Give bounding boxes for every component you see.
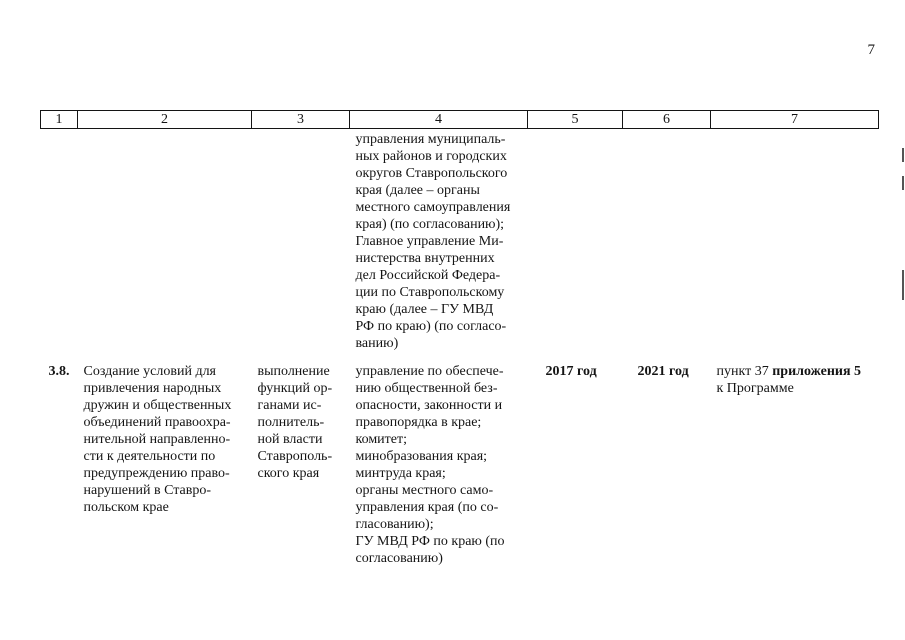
row-number: 3.8. <box>48 364 70 379</box>
header-cell-6: 6 <box>623 111 711 129</box>
row2-reference-bold: приложения 5 <box>772 364 862 379</box>
table-row-3-8 <box>41 352 879 567</box>
row2-executors-line: гласованию); <box>355 517 434 532</box>
header-cell-7: 7 <box>711 111 879 129</box>
row1-executors-line: РФ по краю) (по согласо- <box>355 319 507 334</box>
row1-executors-line: Главное управление Ми- <box>355 234 504 249</box>
row2-measure <box>78 352 252 567</box>
row1-executors-line: ции по Ставропольскому <box>355 285 505 300</box>
row2-type-line: функций ор- <box>257 381 333 396</box>
row2-end-year: 2021 год <box>637 364 689 379</box>
row2-executors-line: минтруда края; <box>355 466 446 481</box>
row1-executors-line: краю (далее – ГУ МВД <box>355 302 494 317</box>
row1-executors-line: края (далее – органы <box>355 183 480 198</box>
header-cell-5: 5 <box>528 111 623 129</box>
row2-executors-line: минобразования края; <box>355 449 488 464</box>
program-table <box>40 110 879 567</box>
row2-type-line: выполнение <box>257 364 330 379</box>
row2-executors-line: управление по обеспече- <box>355 364 504 379</box>
row2-type-line: Ставрополь- <box>257 449 333 464</box>
row2-type-line: ганами ис- <box>257 398 322 413</box>
row2-type-line: ной власти <box>257 432 323 447</box>
row1-executors-line: управления муниципаль- <box>355 132 506 147</box>
row2-measure-line: польском крае <box>83 500 169 515</box>
row2-measure-line: привлечения народных <box>83 381 222 396</box>
row2-measure-line: Создание условий для <box>83 364 216 379</box>
row2-type-line: ского края <box>257 466 320 481</box>
row2-reference-suffix: к Программе <box>716 381 794 396</box>
row1-executors-line: ванию) <box>355 336 399 351</box>
row2-executors-line: согласованию) <box>355 551 443 566</box>
row2-executors-line: нию общественной без- <box>355 381 498 396</box>
row2-executors-line: комитет; <box>355 432 408 447</box>
row2-measure-line: дружин и общественных <box>83 398 232 413</box>
table-row-continuation <box>41 129 879 353</box>
header-cell-4: 4 <box>350 111 528 129</box>
scan-mark <box>902 148 904 162</box>
row2-executors <box>350 352 528 567</box>
row2-measure-line: нительной направленно- <box>83 432 231 447</box>
row2-type-line: полнитель- <box>257 415 325 430</box>
row1-executors <box>350 129 528 353</box>
row1-executors-line: округов Ставропольского <box>355 166 508 181</box>
row2-measure-line: нарушений в Ставро- <box>83 483 212 498</box>
scan-mark <box>902 176 904 190</box>
row2-executors-line: органы местного само- <box>355 483 494 498</box>
row1-executors-line: местного самоуправления <box>355 200 511 215</box>
header-cell-1: 1 <box>41 111 78 129</box>
row2-executors-line: правопорядка в крае; <box>355 415 482 430</box>
row2-executors-line: ГУ МВД РФ по краю (по <box>355 534 505 549</box>
row2-measure-line: сти к деятельности по <box>83 449 216 464</box>
row2-executors-line: опасности, законности и <box>355 398 503 413</box>
row2-reference <box>711 352 879 567</box>
header-cell-3: 3 <box>252 111 350 129</box>
row1-executors-line: ных районов и городских <box>355 149 507 164</box>
row2-reference-prefix: пункт 37 <box>716 364 773 379</box>
row2-start-year: 2017 год <box>545 364 597 379</box>
row1-executors-line: края) (по согласованию); <box>355 217 505 232</box>
row1-executors-line: дел Российской Федера- <box>355 268 501 283</box>
header-row <box>41 111 879 129</box>
page-number: 7 <box>867 42 875 58</box>
row2-measure-line: предупреждению право- <box>83 466 230 481</box>
header-cell-2: 2 <box>78 111 252 129</box>
scan-mark <box>902 270 904 300</box>
row2-type <box>252 352 350 567</box>
row1-executors-line: нистерства внутренних <box>355 251 495 266</box>
row2-measure-line: объединений правоохра- <box>83 415 231 430</box>
row2-executors-line: управления края (по со- <box>355 500 499 515</box>
